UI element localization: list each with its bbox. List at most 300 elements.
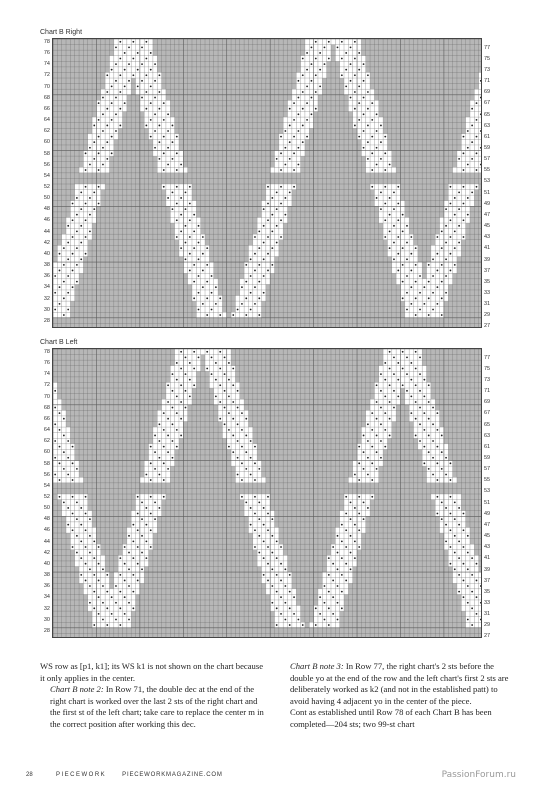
- stitch-cell: [418, 394, 422, 400]
- stitch-symbol: [350, 63, 352, 65]
- stitch-symbol: [172, 440, 174, 442]
- stitch-cell: [444, 500, 448, 506]
- stitch-cell: [379, 201, 383, 207]
- stitch-cell: [140, 561, 144, 567]
- stitch-cell: [479, 134, 482, 140]
- stitch-cell: [427, 284, 431, 290]
- stitch-symbol: [128, 602, 130, 604]
- stitch-symbol: [59, 462, 61, 464]
- row-label: 68: [43, 94, 50, 101]
- stitch-symbol: [354, 108, 356, 110]
- stitch-cell: [335, 544, 339, 550]
- stitch-cell: [96, 139, 100, 145]
- stitch-symbol: [232, 314, 234, 316]
- stitch-cell: [209, 382, 213, 388]
- stitch-cell: [331, 550, 335, 556]
- stitch-symbol: [354, 557, 356, 559]
- stitch-symbol: [380, 208, 382, 210]
- stitch-cell: [266, 583, 270, 589]
- stitch-cell: [461, 516, 465, 522]
- row-label: 52: [43, 184, 50, 190]
- stitch-cell: [435, 438, 439, 444]
- stitch-symbol: [432, 275, 434, 277]
- stitch-symbol: [72, 513, 74, 515]
- row-label: 78: [43, 39, 50, 45]
- stitch-symbol: [215, 286, 217, 288]
- stitch-cell: [344, 39, 348, 45]
- stitch-cell: [62, 455, 66, 461]
- stitch-symbol: [480, 164, 482, 166]
- stitch-cell: [209, 360, 213, 366]
- stitch-cell: [261, 511, 265, 517]
- stitch-symbol: [141, 535, 143, 537]
- stitch-cell: [279, 622, 283, 628]
- chart-grid: [52, 348, 482, 638]
- stitch-cell: [75, 206, 79, 212]
- stitch-cell: [357, 533, 361, 539]
- stitch-cell: [396, 388, 400, 394]
- stitch-symbol: [280, 563, 282, 565]
- row-label: 28: [43, 627, 50, 634]
- row-label: 66: [43, 415, 50, 422]
- stitch-cell: [162, 472, 166, 478]
- stitch-symbol: [115, 97, 117, 99]
- stitch-cell: [136, 589, 140, 595]
- stitch-cell: [275, 533, 279, 539]
- stitch-symbol: [450, 270, 452, 272]
- stitch-cell: [192, 201, 196, 207]
- stitch-cell: [266, 555, 270, 561]
- stitch-cell: [444, 201, 448, 207]
- stitch-cell: [153, 134, 157, 140]
- stitch-symbol: [263, 275, 265, 277]
- stitch-cell: [461, 522, 465, 528]
- stitch-symbol: [441, 247, 443, 249]
- stitch-cell: [387, 410, 391, 416]
- stitch-symbol: [458, 208, 460, 210]
- stitch-cell: [79, 201, 83, 207]
- stitch-cell: [296, 84, 300, 90]
- stitch-cell: [288, 617, 292, 623]
- stitch-cell: [479, 606, 482, 612]
- stitch-symbol: [54, 440, 56, 442]
- stitch-symbol: [150, 52, 152, 54]
- stitch-cell: [296, 72, 300, 78]
- stitch-cell: [79, 167, 83, 173]
- stitch-cell: [448, 516, 452, 522]
- stitch-cell: [479, 106, 482, 112]
- stitch-cell: [170, 461, 174, 467]
- stitch-symbol: [150, 462, 152, 464]
- stitch-symbol: [102, 97, 104, 99]
- stitch-cell: [414, 405, 418, 411]
- stitch-cell: [387, 251, 391, 257]
- stitch-cell: [440, 223, 444, 229]
- stitch-cell: [366, 145, 370, 151]
- stitch-cell: [66, 516, 70, 522]
- stitch-cell: [144, 533, 148, 539]
- stitch-cell: [162, 123, 166, 129]
- stitch-cell: [296, 117, 300, 123]
- stitch-cell: [62, 422, 66, 428]
- stitch-cell: [283, 578, 287, 584]
- stitch-cell: [153, 472, 157, 478]
- stitch-cell: [227, 382, 231, 388]
- stitch-cell: [149, 78, 153, 84]
- stitch-symbol: [280, 203, 282, 205]
- stitch-symbol: [124, 546, 126, 548]
- stitch-cell: [196, 229, 200, 235]
- stitch-cell: [114, 72, 118, 78]
- stitch-symbol: [358, 546, 360, 548]
- stitch-cell: [92, 184, 96, 190]
- stitch-symbol: [219, 351, 221, 353]
- stitch-cell: [192, 217, 196, 223]
- stitch-symbol: [219, 418, 221, 420]
- stitch-cell: [361, 455, 365, 461]
- stitch-symbol: [450, 219, 452, 221]
- stitch-symbol: [324, 63, 326, 65]
- stitch-cell: [122, 95, 126, 101]
- page-number: 28: [26, 772, 33, 778]
- stitch-cell: [105, 611, 109, 617]
- stitch-cell: [322, 594, 326, 600]
- stitch-symbol: [458, 591, 460, 593]
- stitch-symbol: [163, 446, 165, 448]
- stitch-cell: [209, 268, 213, 274]
- stitch-cell: [109, 589, 113, 595]
- paragraph-note-2: [40, 684, 266, 730]
- stitch-symbol: [376, 197, 378, 199]
- stitch-cell: [279, 589, 283, 595]
- stitch-cell: [214, 307, 218, 313]
- stitch-symbol: [436, 462, 438, 464]
- stitch-cell: [366, 84, 370, 90]
- stitch-symbol: [141, 63, 143, 65]
- stitch-symbol: [115, 619, 117, 621]
- row-label: 42: [43, 239, 50, 246]
- stitch-cell: [170, 410, 174, 416]
- stitch-cell: [309, 84, 313, 90]
- stitch-cell: [366, 449, 370, 455]
- stitch-cell: [140, 572, 144, 578]
- stitch-cell: [127, 561, 131, 567]
- stitch-cell: [435, 273, 439, 279]
- stitch-cell: [162, 156, 166, 162]
- stitch-cell: [466, 606, 470, 612]
- stitch-cell: [353, 45, 357, 51]
- stitch-cell: [214, 290, 218, 296]
- stitch-cell: [175, 399, 179, 405]
- stitch-cell: [149, 123, 153, 129]
- stitch-symbol: [463, 169, 465, 171]
- stitch-cell: [122, 106, 126, 112]
- stitch-cell: [157, 461, 161, 467]
- stitch-cell: [118, 617, 122, 623]
- stitch-cell: [88, 561, 92, 567]
- stitch-symbol: [67, 440, 69, 442]
- stitch-cell: [370, 123, 374, 129]
- stitch-cell: [114, 123, 118, 129]
- stitch-symbol: [167, 113, 169, 115]
- stitch-cell: [283, 589, 287, 595]
- row-label: 43: [484, 234, 491, 241]
- stitch-cell: [222, 382, 226, 388]
- stitch-cell: [218, 405, 222, 411]
- stitch-cell: [109, 617, 113, 623]
- stitch-cell: [153, 89, 157, 95]
- stitch-symbol: [150, 546, 152, 548]
- stitch-cell: [361, 477, 365, 483]
- stitch-symbol: [89, 197, 91, 199]
- stitch-cell: [340, 50, 344, 56]
- stitch-cell: [157, 449, 161, 455]
- stitch-symbol: [450, 253, 452, 255]
- stitch-cell: [266, 195, 270, 201]
- stitch-symbol: [141, 501, 143, 503]
- stitch-symbol: [315, 91, 317, 93]
- stitch-symbol: [476, 119, 478, 121]
- stitch-cell: [322, 611, 326, 617]
- stitch-symbol: [106, 141, 108, 143]
- stitch-symbol: [211, 275, 213, 277]
- stitch-cell: [461, 550, 465, 556]
- stitch-cell: [361, 494, 365, 500]
- stitch-symbol: [258, 264, 260, 266]
- stitch-cell: [396, 206, 400, 212]
- stitch-cell: [253, 455, 257, 461]
- stitch-cell: [444, 245, 448, 251]
- stitch-cell: [192, 355, 196, 361]
- stitch-cell: [453, 223, 457, 229]
- stitch-symbol: [67, 309, 69, 311]
- stitch-symbol: [202, 286, 204, 288]
- stitch-cell: [79, 494, 83, 500]
- stitch-symbol: [306, 136, 308, 138]
- stitch-cell: [266, 500, 270, 506]
- stitch-symbol: [93, 574, 95, 576]
- stitch-symbol: [85, 219, 87, 221]
- stitch-cell: [348, 84, 352, 90]
- stitch-symbol: [432, 423, 434, 425]
- stitch-cell: [461, 195, 465, 201]
- stitch-symbol: [93, 624, 95, 626]
- stitch-cell: [188, 279, 192, 285]
- stitch-symbol: [276, 607, 278, 609]
- stitch-symbol: [224, 390, 226, 392]
- stitch-symbol: [232, 451, 234, 453]
- stitch-cell: [96, 145, 100, 151]
- stitch-symbol: [89, 231, 91, 233]
- stitch-symbol: [237, 457, 239, 459]
- stitch-symbol: [306, 102, 308, 104]
- stitch-symbol: [228, 362, 230, 364]
- stitch-cell: [392, 416, 396, 422]
- stitch-cell: [301, 145, 305, 151]
- stitch-symbol: [302, 141, 304, 143]
- stitch-cell: [405, 268, 409, 274]
- stitch-cell: [348, 522, 352, 528]
- stitch-cell: [166, 139, 170, 145]
- row-label: 59: [484, 144, 491, 151]
- stitch-cell: [379, 382, 383, 388]
- stitch-symbol: [111, 102, 113, 104]
- stitch-symbol: [180, 214, 182, 216]
- stitch-cell: [418, 284, 422, 290]
- stitch-cell: [62, 461, 66, 467]
- stitch-cell: [92, 128, 96, 134]
- stitch-cell: [374, 190, 378, 196]
- stitch-cell: [157, 134, 161, 140]
- stitch-cell: [70, 223, 74, 229]
- stitch-cell: [127, 606, 131, 612]
- stitch-cell: [383, 145, 387, 151]
- stitch-cell: [366, 410, 370, 416]
- stitch-symbol: [367, 474, 369, 476]
- stitch-symbol: [397, 253, 399, 255]
- stitch-cell: [353, 561, 357, 567]
- stitch-cell: [318, 589, 322, 595]
- stitch-symbol: [119, 41, 121, 43]
- stitch-symbol: [276, 242, 278, 244]
- stitch-symbol: [159, 125, 161, 127]
- stitch-symbol: [380, 141, 382, 143]
- stitch-cell: [257, 494, 261, 500]
- row-label: 59: [484, 454, 491, 461]
- row-label: 53: [484, 178, 491, 185]
- stitch-cell: [396, 349, 400, 355]
- stitch-cell: [327, 611, 331, 617]
- stitch-cell: [201, 279, 205, 285]
- stitch-cell: [470, 544, 474, 550]
- stitch-cell: [353, 61, 357, 67]
- stitch-cell: [79, 516, 83, 522]
- stitch-cell: [431, 461, 435, 467]
- stitch-cell: [453, 561, 457, 567]
- stitch-cell: [231, 371, 235, 377]
- stitch-cell: [470, 567, 474, 573]
- stitch-cell: [370, 106, 374, 112]
- stitch-cell: [344, 572, 348, 578]
- stitch-cell: [379, 145, 383, 151]
- stitch-cell: [474, 112, 478, 118]
- stitch-cell: [275, 195, 279, 201]
- stitch-cell: [348, 100, 352, 106]
- stitch-cell: [383, 206, 387, 212]
- stitch-cell: [114, 594, 118, 600]
- stitch-cell: [348, 67, 352, 73]
- stitch-cell: [348, 511, 352, 517]
- stitch-cell: [470, 184, 474, 190]
- stitch-symbol: [345, 546, 347, 548]
- stitch-symbol: [415, 435, 417, 437]
- stitch-cell: [88, 206, 92, 212]
- stitch-symbol: [232, 435, 234, 437]
- stitch-cell: [288, 100, 292, 106]
- stitch-cell: [188, 245, 192, 251]
- stitch-cell: [331, 589, 335, 595]
- stitch-cell: [149, 516, 153, 522]
- stitch-cell: [357, 522, 361, 528]
- stitch-cell: [70, 240, 74, 246]
- stitch-cell: [440, 234, 444, 240]
- stitch-cell: [383, 416, 387, 422]
- stitch-cell: [409, 388, 413, 394]
- stitch-symbol: [406, 275, 408, 277]
- stitch-symbol: [441, 451, 443, 453]
- stitch-cell: [457, 151, 461, 157]
- stitch-cell: [392, 167, 396, 173]
- stitch-symbol: [163, 102, 165, 104]
- stitch-symbol: [271, 585, 273, 587]
- stitch-cell: [379, 212, 383, 218]
- stitch-cell: [270, 561, 274, 567]
- stitch-cell: [357, 39, 361, 45]
- stitch-cell: [309, 100, 313, 106]
- stitch-symbol: [476, 580, 478, 582]
- stitch-cell: [109, 78, 113, 84]
- stitch-cell: [366, 151, 370, 157]
- stitch-cell: [222, 349, 226, 355]
- stitch-cell: [140, 39, 144, 45]
- stitch-symbol: [289, 141, 291, 143]
- stitch-symbol: [119, 574, 121, 576]
- stitch-cell: [474, 583, 478, 589]
- stitch-symbol: [145, 524, 147, 526]
- stitch-symbol: [111, 596, 113, 598]
- stitch-cell: [466, 206, 470, 212]
- stitch-cell: [283, 151, 287, 157]
- stitch-cell: [275, 544, 279, 550]
- stitch-symbol: [198, 275, 200, 277]
- stitch-cell: [149, 95, 153, 101]
- stitch-cell: [444, 477, 448, 483]
- site-url: PIECEWORKMAGAZINE.COM: [122, 772, 223, 778]
- stitch-cell: [79, 477, 83, 483]
- stitch-cell: [353, 544, 357, 550]
- stitch-cell: [479, 589, 482, 595]
- stitch-cell: [331, 606, 335, 612]
- stitch-cell: [214, 382, 218, 388]
- stitch-cell: [427, 461, 431, 467]
- stitch-symbol: [319, 86, 321, 88]
- stitch-cell: [261, 262, 265, 268]
- stitch-symbol: [298, 147, 300, 149]
- stitch-cell: [53, 427, 57, 433]
- stitch-symbol: [150, 446, 152, 448]
- stitch-cell: [344, 56, 348, 62]
- stitch-symbol: [445, 242, 447, 244]
- stitch-cell: [192, 290, 196, 296]
- stitch-cell: [379, 151, 383, 157]
- stitch-symbol: [159, 423, 161, 425]
- stitch-cell: [53, 399, 57, 405]
- stitch-cell: [75, 201, 79, 207]
- stitch-cell: [370, 139, 374, 145]
- stitch-cell: [66, 284, 70, 290]
- stitch-cell: [275, 578, 279, 584]
- stitch-cell: [379, 128, 383, 134]
- stitch-cell: [179, 184, 183, 190]
- stitch-cell: [266, 262, 270, 268]
- stitch-cell: [275, 245, 279, 251]
- stitch-cell: [366, 78, 370, 84]
- stitch-cell: [283, 134, 287, 140]
- stitch-cell: [140, 72, 144, 78]
- stitch-cell: [62, 251, 66, 257]
- stitch-cell: [153, 106, 157, 112]
- stitch-symbol: [345, 69, 347, 71]
